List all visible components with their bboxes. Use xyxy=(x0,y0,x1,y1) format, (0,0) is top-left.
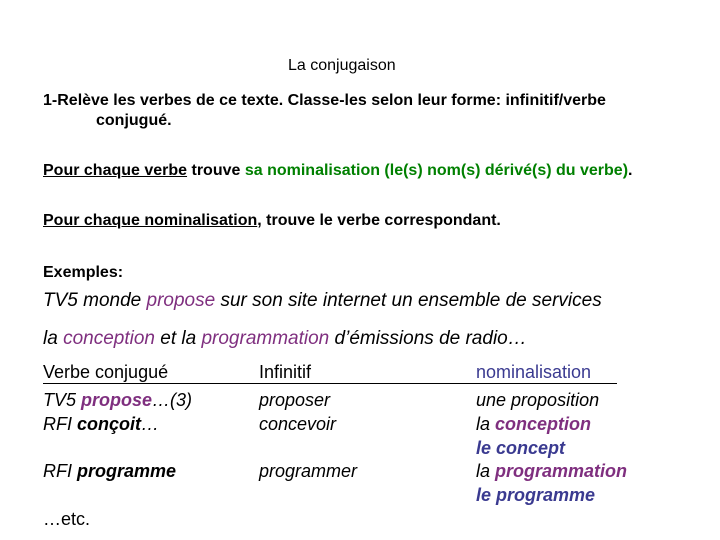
row1-suffix: …(3) xyxy=(152,390,193,410)
instruction-line-2: conjugué. xyxy=(96,112,172,129)
row2-nom1-noun: conception xyxy=(495,414,592,434)
etc-text: …etc. xyxy=(43,509,91,529)
sentence1-period: . xyxy=(628,162,633,179)
sentence1-verb: trouve xyxy=(187,162,245,179)
header-verbe-conjugue: Verbe conjugué xyxy=(43,362,169,382)
row2-nominalisation-2: le concept xyxy=(476,438,566,458)
examples-label: Exemples: xyxy=(43,264,124,281)
row3-nominalisation-1 xyxy=(476,461,627,482)
example-noun-conception: conception xyxy=(63,328,155,349)
header-nominalisation: nominalisation xyxy=(476,362,592,382)
row1-infinitive: proposer xyxy=(259,390,331,410)
row2-verb: conçoit xyxy=(77,414,142,434)
row1-subject: TV5 xyxy=(43,390,82,410)
page-title: La conjugaison xyxy=(288,57,396,74)
example-line2-end: d’émissions de radio… xyxy=(329,328,527,349)
row1-conjugated xyxy=(43,390,192,411)
row2-nominalisation-1 xyxy=(476,414,591,435)
example-line-2 xyxy=(43,328,527,350)
instruction-line-1 xyxy=(43,92,606,110)
row3-conjugated xyxy=(43,461,176,482)
header-underline xyxy=(43,383,617,384)
row3-infinitive: programmer xyxy=(259,461,358,481)
example-line1-end: sur son site internet un ensemble de services xyxy=(215,290,602,311)
row3-nom1-article: la xyxy=(476,461,496,481)
sentence1-highlight: sa nominalisation (le(s) nom(s) dérivé(s) du verbe) xyxy=(244,162,629,179)
example-verb-propose: propose xyxy=(146,290,216,311)
row3-nominalisation-2: le programme xyxy=(476,485,596,505)
row2-suffix: … xyxy=(141,414,160,434)
sentence1-subject: Pour chaque verbe xyxy=(43,162,188,179)
header-infinitif: Infinitif xyxy=(259,362,312,382)
example-noun-programmation: programmation xyxy=(201,328,330,349)
sentence2-rest: , trouve le verbe correspondant. xyxy=(257,212,501,229)
row1-verb: propose xyxy=(81,390,153,410)
sentence-nominalisation-verb xyxy=(43,212,501,230)
example-line1-start: TV5 monde xyxy=(43,290,147,311)
row3-subject: RFI xyxy=(43,461,77,481)
row3-verb: programme xyxy=(77,461,177,481)
example-line2-start: la xyxy=(43,328,64,349)
instruction-text: Relève les verbes de ce texte. Classe-les selon leur forme: infinitif/verbe xyxy=(57,92,606,109)
row2-subject: RFI xyxy=(43,414,77,434)
sentence-verb-nominalisation xyxy=(43,162,632,180)
row2-infinitive: concevoir xyxy=(259,414,337,434)
row2-nom1-article: la xyxy=(476,414,496,434)
row3-nom1-noun: programmation xyxy=(495,461,628,481)
example-line2-middle: et la xyxy=(154,328,202,349)
row2-conjugated xyxy=(43,414,159,435)
sentence2-subject: Pour chaque nominalisation xyxy=(43,212,258,229)
example-line-1 xyxy=(43,290,602,312)
row1-nominalisation: une proposition xyxy=(476,390,600,410)
instruction-number: 1- xyxy=(43,92,58,109)
